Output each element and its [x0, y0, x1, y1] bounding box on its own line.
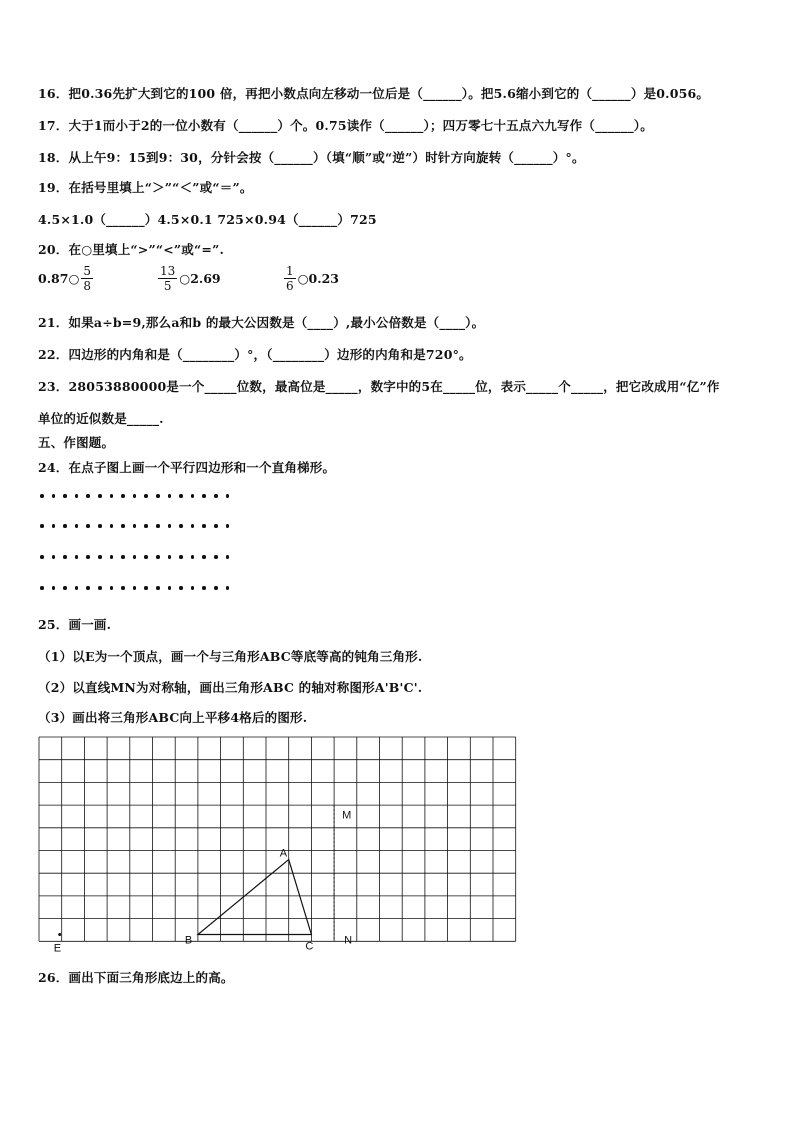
grid-dot — [202, 524, 206, 528]
grid-dot — [133, 586, 137, 590]
grid-dot — [98, 555, 102, 559]
grid-dot — [191, 494, 195, 498]
label-c: C — [305, 940, 314, 953]
question-22: 22．四边形的内角和是（________）°，（________）边形的内角和是720°。 — [38, 347, 472, 362]
question-20-items — [38, 264, 438, 304]
grid-dot — [98, 494, 102, 498]
grid-dot — [214, 586, 218, 590]
grid-dot — [156, 555, 160, 559]
grid-dot — [40, 586, 44, 590]
grid-dot — [133, 494, 137, 498]
fraction-item-3 — [282, 264, 339, 293]
question-18: 18．从上午9：15到9：30，分针会按（______）（填“顺”或“逆”）时针方向旋转（______）°。 — [38, 150, 585, 165]
grid-dot — [110, 494, 114, 498]
grid-dot — [168, 586, 172, 590]
grid-dot — [75, 524, 79, 528]
grid-dot — [191, 555, 195, 559]
grid-dot — [156, 524, 160, 528]
grid-dot — [202, 494, 206, 498]
grid-dot — [191, 586, 195, 590]
fraction-post: ○0.23 — [297, 271, 339, 286]
grid-dot — [168, 555, 172, 559]
section-5-heading: 五、作图题。 — [38, 435, 115, 450]
fraction — [81, 264, 93, 293]
grid-dot — [121, 555, 125, 559]
grid-dot — [144, 586, 148, 590]
label-m: M — [342, 809, 352, 822]
fraction-numerator: 5 — [83, 264, 91, 278]
grid-dot — [86, 494, 90, 498]
grid-dot — [202, 555, 206, 559]
fraction-numerator: 1 — [286, 264, 294, 278]
grid-dot — [63, 555, 67, 559]
grid-dot — [133, 524, 137, 528]
grid-dot — [179, 494, 183, 498]
grid-dot — [40, 524, 44, 528]
grid-dot — [121, 524, 125, 528]
grid-dot — [144, 494, 148, 498]
grid-dot — [226, 555, 230, 559]
fraction-denominator: 6 — [286, 279, 294, 293]
fraction-item-1 — [38, 264, 95, 293]
label-e: E — [53, 942, 62, 955]
grid-dot — [191, 524, 195, 528]
grid-dot — [52, 524, 56, 528]
grid-dot — [226, 586, 230, 590]
question-24: 24．在点子图上画一个平行四边形和一个直角梯形。 — [38, 460, 336, 475]
fraction-item-2 — [156, 264, 221, 293]
question-16: 16．把0.36先扩大到它的100 倍，再把小数点向左移动一位后是（______）。把5.6缩小到它的（______）是0.056。 — [38, 86, 710, 101]
grid-dot — [168, 524, 172, 528]
grid-dot — [75, 586, 79, 590]
grid-dot — [133, 555, 137, 559]
grid-dot — [156, 586, 160, 590]
question-17: 17．大于1而小于2的一位小数有（______）个。0.75读作（______）；四万零七十五点六九写作（______）。 — [38, 118, 653, 133]
grid-dot — [98, 524, 102, 528]
question-25-3: （3）画出将三角形ABC向上平移4格后的图形. — [38, 710, 308, 725]
grid-dot — [144, 555, 148, 559]
square-grid-figure — [38, 736, 518, 956]
question-25: 25．画一画. — [38, 617, 112, 632]
point-e — [58, 933, 61, 936]
grid-dot — [40, 555, 44, 559]
grid-dot — [202, 586, 206, 590]
fraction-denominator: 5 — [158, 278, 177, 293]
grid-dot — [121, 586, 125, 590]
fraction-numerator: 13 — [160, 264, 176, 278]
grid-dot — [98, 586, 102, 590]
question-21: 21．如果a÷b=9,那么a和b 的最大公因数是（____）,最小公倍数是（____）。 — [38, 315, 485, 330]
grid-dot — [110, 555, 114, 559]
grid-dot — [75, 494, 79, 498]
grid-dot — [214, 555, 218, 559]
label-b: B — [184, 934, 193, 947]
grid-dot — [168, 494, 172, 498]
grid-dot — [156, 494, 160, 498]
grid-dot — [226, 524, 230, 528]
fraction-denominator: 8 — [83, 279, 91, 293]
fraction-pre: 0.87○ — [38, 271, 80, 286]
question-23-line-1: 23．28053880000是一个_____位数，最高位是_____，数字中的5在_____位，表示_____个_____，把它改成用“亿”作 — [38, 379, 720, 394]
question-20: 20．在○里填上“>”“<”或“=”. — [38, 242, 225, 257]
fraction — [158, 264, 177, 293]
grid-dot — [144, 524, 148, 528]
grid-dot — [179, 586, 183, 590]
grid-dot — [86, 586, 90, 590]
grid-dot — [179, 524, 183, 528]
grid-dot — [226, 494, 230, 498]
grid-dot — [179, 555, 183, 559]
question-19: 19．在括号里填上“＞”“＜”或“＝”。 — [38, 180, 253, 195]
grid-dot — [86, 555, 90, 559]
grid-dot — [52, 586, 56, 590]
grid-dot — [121, 494, 125, 498]
grid-dot — [110, 524, 114, 528]
grid-dot — [214, 524, 218, 528]
question-25-2: （2）以直线MN为对称轴，画出三角形ABC 的轴对称图形A'B'C'. — [38, 680, 423, 695]
grid-dot — [63, 524, 67, 528]
triangle-abc — [198, 860, 312, 935]
grid-dot — [40, 494, 44, 498]
fraction-post: ○2.69 — [179, 271, 221, 286]
grid-dot — [63, 494, 67, 498]
label-a: A — [279, 847, 288, 860]
fraction — [284, 264, 296, 293]
grid-dot — [86, 524, 90, 528]
grid-dot — [52, 555, 56, 559]
grid-dot — [63, 586, 67, 590]
question-23-line-2: 单位的近似数是_____. — [38, 411, 164, 426]
grid-dot — [75, 555, 79, 559]
question-25-1: （1）以E为一个顶点，画一个与三角形ABC等底等高的钝角三角形. — [38, 649, 423, 664]
label-n: N — [344, 934, 353, 947]
question-26: 26．画出下面三角形底边上的高。 — [38, 970, 234, 985]
grid-dot — [110, 586, 114, 590]
grid-dot — [214, 494, 218, 498]
grid-dot — [52, 494, 56, 498]
question-19-items: 4.5×1.0（______）4.5×0.1 725×0.94（______）725 — [38, 212, 377, 227]
